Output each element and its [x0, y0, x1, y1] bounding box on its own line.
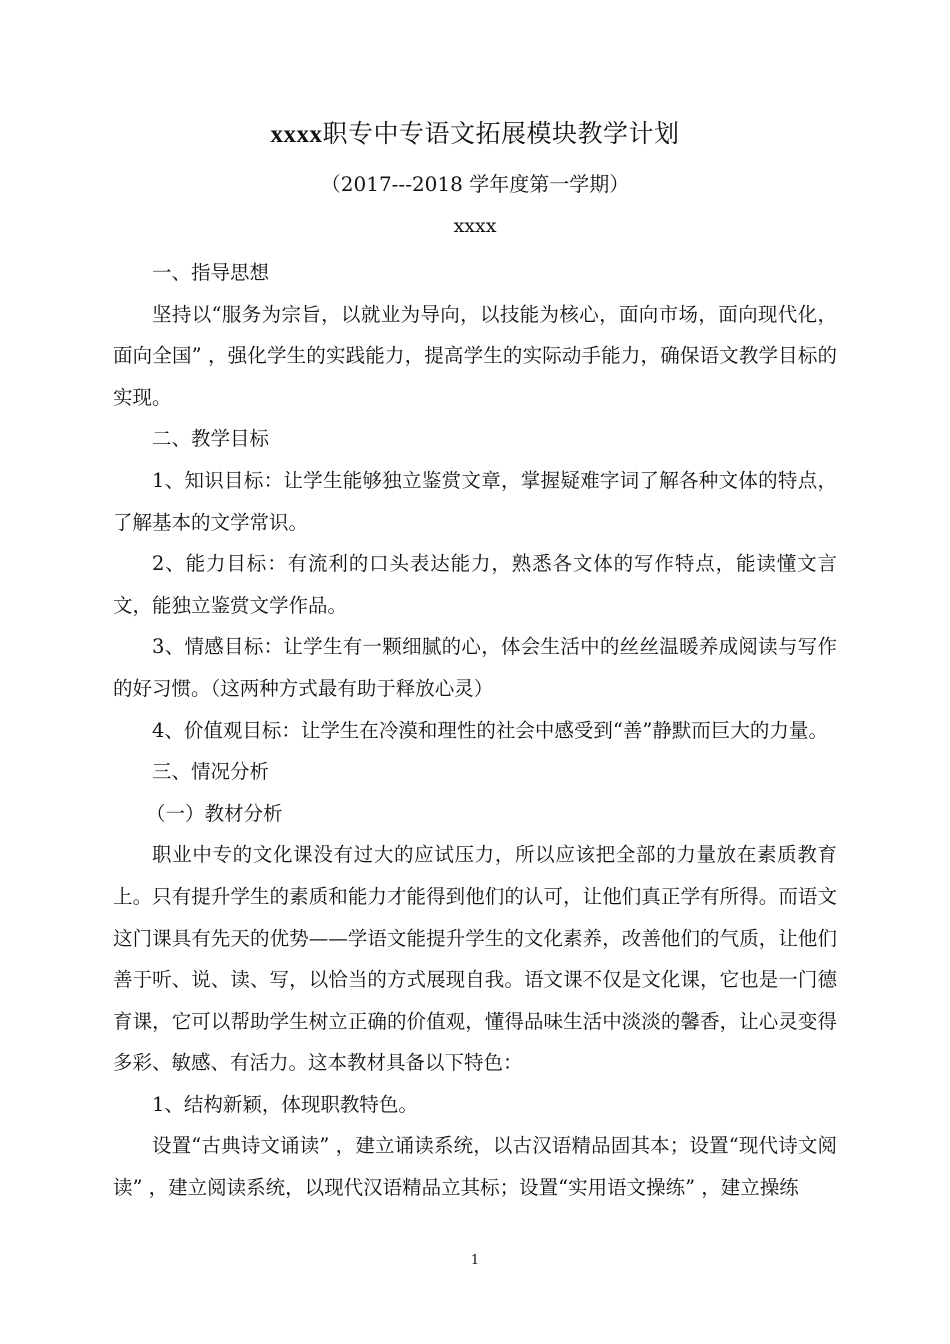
paragraph-value-goal: 4、价值观目标：让学生在冷漠和理性的社会中感受到“善”静默而巨大的力量。 — [152, 718, 828, 742]
paragraph-knowledge-goal: 1、知识目标：让学生能够独立鉴赏文章，掌握疑难字词了解各种文体的特点，了解基本的文学常识。 — [113, 468, 837, 534]
document-author: xxxx — [453, 215, 497, 237]
paragraph-emotion-goal: 3、情感目标：让学生有一颗细腻的心，体会生活中的丝丝温暖养成阅读与写作的好习惯。（这两种方式最有助于释放心灵） — [113, 635, 837, 700]
subheading-textbook-analysis: （一）教材分析 — [146, 801, 283, 825]
heading-teaching-goals: 二、教学目标 — [152, 427, 270, 451]
title-main: 职专中专语文拓展模块教学计划 — [322, 119, 680, 148]
heading-situation-analysis: 三、情况分析 — [152, 760, 270, 784]
page-number: 1 — [470, 1253, 480, 1268]
paragraph-guiding-ideology: 坚持以“服务为宗旨，以就业为导向，以技能为核心，面向市场，面向现代化，面向全国” ，强化学生的实践能力，提高学生的实际动手能力，确保语文教学目标的实现。 — [113, 302, 837, 409]
document-body — [113, 252, 837, 1209]
paragraph-feature-1-detail: 设置“古典诗文诵读” ，建立诵读系统，以古汉语精品固其本；设置“现代诗文阅读” ，建立阅读系统，以现代汉语精品立其标；设置“实用语文操练” ，建立操练 — [113, 1134, 837, 1200]
document-title — [0, 117, 950, 152]
paragraph-textbook-analysis: 职业中专的文化课没有过大的应试压力，所以应该把全部的力量放在素质教育上。只有提升学生的素质和能力才能得到他们的认可，让他们真正学有所得。而语文这门课具有先天的优势——学语文能提升学生的文化素养，改善他们的气质，让他们善于听、说、读、写，以恰当的方式展现自我。语文课不仅是文化课，它也是一门德育课，它可以帮助学生树立正确的价值观，懂得品味生活中淡淡的馨香，让心灵变得多彩、敏感、有活力。这本教材具备以下特色： — [113, 843, 837, 1075]
paragraph-feature-1: 1、结构新颖，体现职教特色。 — [152, 1092, 418, 1116]
heading-guiding-ideology: 一、指导思想 — [152, 261, 270, 284]
title-prefix: xxxx — [270, 121, 323, 148]
paragraph-ability-goal: 2、能力目标：有流利的口头表达能力，熟悉各文体的写作特点，能读懂文言文，能独立鉴赏文学作品。 — [113, 552, 837, 617]
document-subtitle: （2017---2018 学年度第一学期） — [320, 172, 630, 196]
